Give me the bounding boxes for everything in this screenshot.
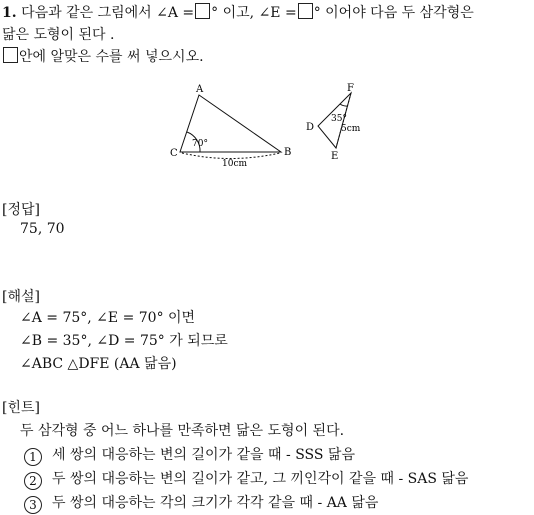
label-d: D [306, 122, 315, 133]
hint-header: [힌트] [2, 400, 40, 416]
problem-number: 1. [2, 5, 17, 21]
problem-text-b: ° 이고, ∠E = [211, 5, 297, 21]
label-c: C [170, 148, 178, 159]
side-fe-label: 5cm [341, 124, 361, 134]
explanation-line-1: ∠A = 75°, ∠E = 70° 이면 [20, 310, 196, 326]
explanation-line-3: ∠ABC △DFE (AA 닮음) [20, 356, 177, 372]
angle-f-label: 35° [331, 114, 347, 124]
problem-text-a: 다음과 같은 그림에서 ∠A = [21, 5, 195, 21]
label-e: E [331, 151, 339, 162]
problem-text-3: 안에 알맞은 수를 써 넣으시오. [19, 49, 204, 65]
answer-header: [정답] [2, 202, 40, 218]
circled-number: 3 [24, 496, 42, 514]
label-b: B [284, 147, 292, 158]
circled-number: 1 [24, 448, 42, 466]
answer-value: 75, 70 [20, 221, 65, 237]
hint-item-text: 두 쌍의 대응하는 변의 길이가 같고, 그 끼인각이 같을 때 - SAS 닮음 [52, 471, 469, 487]
angle-f-arc [340, 104, 348, 106]
problem-text-c: ° 이어야 다음 두 삼각형은 [313, 5, 474, 21]
circled-number: 2 [24, 472, 42, 490]
hint-item-text: 세 쌍의 대응하는 변의 길이가 같을 때 - SSS 닮음 [52, 447, 355, 463]
side-cb-label: 10cm [222, 159, 248, 169]
angle-c-label: 70° [192, 139, 208, 149]
hint-item-text: 두 쌍의 대응하는 각의 크기가 각각 같을 때 - AA 닮음 [52, 495, 379, 511]
hint-intro: 두 삼각형 중 어느 하나를 만족하면 닮은 도형이 된다. [20, 423, 345, 439]
problem-line-2: 닮은 도형이 된다 . [2, 27, 115, 43]
hint-item [24, 468, 468, 490]
label-a: A [196, 84, 204, 95]
label-f: F [347, 83, 354, 94]
explanation-line-2: ∠B = 35°, ∠D = 75° 가 되므로 [20, 333, 228, 349]
side-cb-brace [182, 153, 280, 159]
hint-item [24, 444, 355, 466]
triangles-figure [0, 0, 534, 175]
hint-item [24, 492, 378, 514]
explanation-header: [해설] [2, 289, 40, 305]
